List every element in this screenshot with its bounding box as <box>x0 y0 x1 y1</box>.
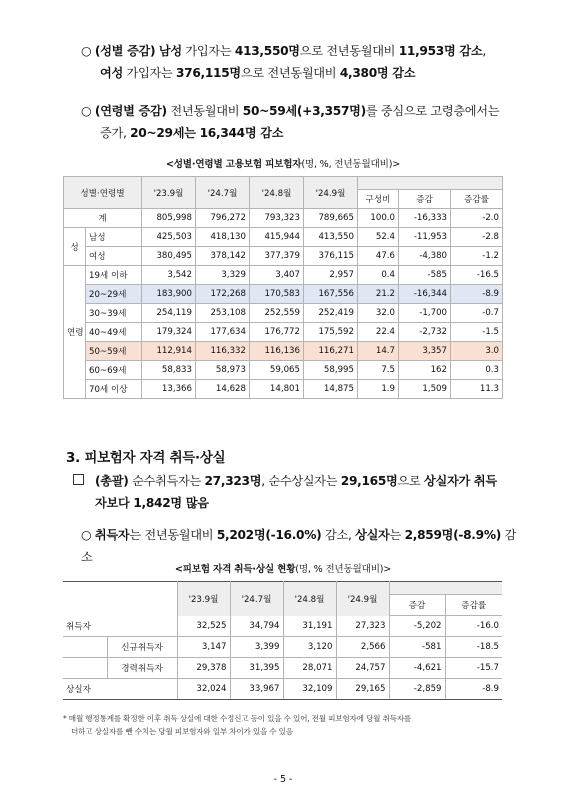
header-month: '24.8월 <box>250 177 304 209</box>
table1-caption: <성별·연령별 고용보험 피보험자(명, %, 전년동월대비)> <box>165 159 401 170</box>
row-label: 30~39세 <box>86 304 142 323</box>
circle-bullet: ○ <box>81 44 92 58</box>
footnote: * 매월 행정통계를 확정한 이후 취득 상실에 대한 수정신고 등이 있을 수 있어, 전월 피보험자에 당월 취득자를 더하고 상실자를 뺀 수치는 당월 피보험자와 일부 차이가 있을 수 있음 <box>63 714 412 736</box>
table-row: 40~49세 179,324 177,634 176,772 175,592 22.4 -2,732 -1.5 <box>64 323 503 342</box>
table-row: 30~39세 254,119 253,108 252,559 252,419 32.0 -1,700 -0.7 <box>64 304 503 323</box>
table-row-highlighted: 20~29세 183,900 172,268 170,583 167,556 21.2 -16,344 -8.9 <box>64 285 503 304</box>
table-row: 여성 380,495 378,142 377,379 376,115 47.6 -4,380 -1.2 <box>64 247 503 266</box>
header-month: '24.8월 <box>283 582 336 616</box>
age-group-label: 연령 <box>64 266 86 399</box>
circle-bullet: ○ <box>81 528 92 542</box>
row-label: 취득자 <box>63 616 177 637</box>
header-month: '23.9월 <box>177 582 230 616</box>
row-label: 40~49세 <box>86 323 142 342</box>
table2-header-row <box>63 582 502 595</box>
acquisition-loss-table <box>63 581 502 700</box>
square-bullet-icon <box>73 474 84 485</box>
indent-cell <box>63 637 107 658</box>
row-label: 19세 이하 <box>86 266 142 285</box>
table-row: 취득자 32,525 34,794 31,191 27,323 -5,202 -16.0 <box>63 616 502 637</box>
header-change: 증감 <box>399 190 451 209</box>
row-label: 여성 <box>86 247 142 266</box>
gender-change-paragraph: ○ (성별 증감) 남성 가입자는 413,550명으로 전년동월대비 11,953명 감소, 여성 가입자는 376,115명으로 전년동월대비 4,380명 감소 <box>81 44 486 80</box>
age-change-paragraph: ○ (연령별 증감) 전년동월대비 50~59세(+3,357명)를 중심으로 고령층에서는 증가, 20~29세는 16,344명 감소 <box>81 104 500 140</box>
table-row: 경력취득자 29,378 31,395 28,071 24,757 -4,621 -15.7 <box>63 658 502 679</box>
indent-cell <box>63 658 107 679</box>
table-row: 신규취득자 3,147 3,399 3,120 2,566 -581 -18.5 <box>63 637 502 658</box>
header-rate: 증감률 <box>445 595 502 616</box>
gender-group-label: 성 <box>64 228 86 266</box>
row-label: 계 <box>64 209 142 228</box>
table-row: 70세 이상 13,366 14,628 14,801 14,875 1.9 1,509 11.3 <box>64 380 503 399</box>
section-title: 3. 피보험자 자격 취득·상실 <box>66 450 226 466</box>
header-spacer <box>389 582 502 595</box>
row-label: 경력취득자 <box>107 658 177 679</box>
table-row: 성 남성 425,503 418,130 415,944 413,550 52.4 -11,953 -2.8 <box>64 228 503 247</box>
header-month: '24.7월 <box>230 582 283 616</box>
row-label: 50~59세 <box>86 342 142 361</box>
row-label: 70세 이상 <box>86 380 142 399</box>
page-number: - 5 - <box>273 774 293 785</box>
acquirer-loser-detail: ○ 취득자는 전년동월대비 5,202명(-16.0%) 감소, 상실자는 2,859명(-8.9%) 감소 <box>81 528 517 564</box>
circle-bullet: ○ <box>81 104 92 118</box>
header-share: 구성비 <box>358 190 399 209</box>
table-row: 연령 19세 이하 3,542 3,329 3,407 2,957 0.4 -585 -16.5 <box>64 266 503 285</box>
insured-by-gender-age-table <box>63 176 503 399</box>
table-row: 60~69세 58,833 58,973 59,065 58,995 7.5 162 0.3 <box>64 361 503 380</box>
row-label: 신규취득자 <box>107 637 177 658</box>
gender-change-lead: (성별 증감) <box>94 44 156 58</box>
table-row: 계 805,998 796,272 793,323 789,665 100.0 -16,333 -2.0 <box>64 209 503 228</box>
header-month: '24.7월 <box>196 177 250 209</box>
header-rate: 증감률 <box>451 190 503 209</box>
table1-header-row <box>64 177 503 190</box>
row-label: 60~69세 <box>86 361 142 380</box>
header-month: '24.9월 <box>304 177 358 209</box>
table-row-highlighted: 50~59세 112,914 116,332 116,136 116,271 14.7 3,357 3.0 <box>64 342 503 361</box>
table-row: 상실자 32,024 33,967 32,109 29,165 -2,859 -8.9 <box>63 679 502 700</box>
header-spacer <box>358 177 503 190</box>
header-change: 증감 <box>389 595 445 616</box>
row-label: 상실자 <box>63 679 177 700</box>
acquisition-loss-summary: (총괄) 순수취득자는 27,323명, 순수상실자는 29,165명으로 상실자가 취득 자보다 1,842명 많음 <box>95 474 497 510</box>
header-group: 성별·연령별 <box>64 177 142 209</box>
age-change-lead: (연령별 증감) <box>94 104 167 118</box>
row-label: 20~29세 <box>86 285 142 304</box>
header-month: '24.9월 <box>336 582 389 616</box>
header-month: '23.9월 <box>142 177 196 209</box>
header-blank <box>63 582 177 616</box>
row-label: 남성 <box>86 228 142 247</box>
table2-caption: <피보험 자격 취득·상실 현황(명, % 전년동월대비)> <box>174 564 392 575</box>
